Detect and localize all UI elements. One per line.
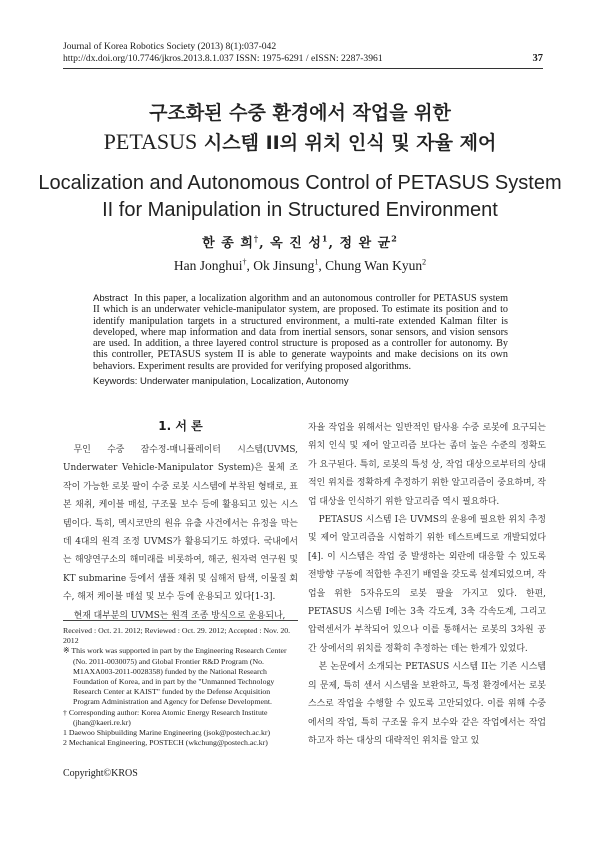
journal-header bbox=[63, 41, 543, 65]
keywords bbox=[93, 376, 349, 387]
english-title-line-2: II for Manipulation in Structured Environment bbox=[102, 199, 498, 221]
author-en-1-mark: † bbox=[242, 257, 247, 267]
right-paragraph: 자율 작업을 위해서는 일반적인 탐사용 수중 로봇에 요구되는 위치 인식 및 제어 알고리즘 보다는 좀더 높은 수준의 정확도가 요구된다. 특히, 로봇의 특성 상, 작업 대상으로부터의 상대적인 위치를 정확하게 추정하기 위한 알고리즘이 중요하며, 작업 대상을 인식하기 위한 알고리즘 역시 필요하다. bbox=[308, 423, 546, 507]
abstract-text: In this paper, a localization algorithm and an autonomous controller for PETASUS system II which is an underwater vehicle-manipulator system, are proposed. To estimate its position and to identify manipulation targets in a structured environment, a multi-rate extended Kalman filter is developed, where map information and data from inertial sensors, sonar sensors, and vision sensors are used. In addition, a three layered control structure is proposed as a controller for autonomy. By this controller, PETASUS system II is able to generate waypoints and make decisions on its own behaviors. Experiment results are provided for verifying proposed algorithms. bbox=[93, 293, 508, 372]
doi-issn-line: http://dx.doi.org/10.7746/jkros.2013.8.1.037 ISSN: 1975-6291 / eISSN: 2287-3961 bbox=[63, 53, 383, 64]
author-en-2-mark: 1 bbox=[314, 257, 319, 267]
keywords-label: Keywords: bbox=[93, 376, 138, 387]
author-kr-3: , 정 완 균 bbox=[328, 236, 392, 251]
right-paragraph: PETASUS 시스템 I은 UVMS의 운용에 필요한 위치 추정 및 제어 알고리즘을 시험하기 위한 테스트베드로 개발되었다[4]. 이 시스템은 작업 중 발생하는 외란에 대응할 수 있도록 전방향 구동에 적합한 추진기 배열을 갖도록 설계되었으며, 작업을 위한 5자유도의 로봇 팔을 가지고 있다. 한편, PETASUS 시스템 I에는 3축 각도계, 3축 각속도계, 그리고 압력센서가 부착되어 있으나 이를 통해서는 로봇의 3차원 공간 상에서의 위치를 정확히 추정하는 데는 한계가 있었다. bbox=[308, 515, 546, 654]
footnote-received: Received : Oct. 21. 2012; Reviewed : Oct. 29. 2012; Accepted : Nov. 20. 2012 bbox=[63, 626, 291, 646]
korean-title-rest: 시스템 II의 위치 인식 및 자율 제어 bbox=[197, 132, 497, 154]
footnote-rule bbox=[63, 620, 298, 621]
right-paragraph: 본 논문에서 소개되는 PETASUS 시스템 II는 기존 시스템의 문제, 특히 센서 시스템을 보완하고, 특정 환경에서는 로봇 스스로 작업을 수행할 수 있도록 고안되었다. 이를 위해 수중에서의 작업, 특히 구조물 유지 보수와 같은 작업에서는 작업하고자 하는 대상의 대략적인 위치를 알고 있 bbox=[308, 662, 546, 746]
keywords-text: Underwater manipulation, Localization, Autonomy bbox=[140, 376, 349, 387]
footnote-affiliation-1: 1 Daewoo Shipbuilding Marine Engineering (jsok@postech.ac.kr) bbox=[63, 728, 271, 738]
abstract-label: Abstract bbox=[93, 293, 128, 304]
author-en-1: Han Jonghui bbox=[173, 258, 243, 273]
english-title-line-1: Localization and Autonomous Control of PETASUS System bbox=[38, 172, 562, 194]
author-kr-1-mark: † bbox=[253, 233, 260, 244]
footnotes bbox=[63, 626, 298, 748]
author-kr-1: 한 종 희 bbox=[202, 236, 254, 251]
author-en-3-mark: 2 bbox=[422, 257, 427, 267]
copyright: Copyright©KROS bbox=[63, 768, 138, 779]
footnote-funding: ※ This work was supported in part by the Engineering Research Center (No. 2011-0030075) and Global Frontier R&D Program (No. M1AXA003-2011-0028358) funded by the National Research Foundation of Korea, and in part by the "Unmanned Technology Research Center at KAIST" funded by the Defense Acquisition Program Administration and Agency for Defense Development. bbox=[63, 646, 287, 707]
author-kr-2-mark: 1 bbox=[321, 233, 329, 244]
section-title: 1. 서 론 bbox=[158, 419, 203, 433]
english-authors bbox=[0, 258, 600, 274]
author-kr-3-mark: 2 bbox=[391, 233, 398, 244]
author-en-3: , Chung Wan Kyun bbox=[318, 258, 423, 273]
right-column bbox=[308, 419, 546, 750]
header-rule bbox=[63, 68, 543, 69]
journal-citation: Journal of Korea Robotics Society (2013) 8(1):037-042 bbox=[63, 41, 277, 52]
footnote-corresponding: † Corresponding author: Korea Atomic Energy Research Institute (jhan@kaeri.re.kr) bbox=[63, 707, 268, 727]
left-column bbox=[63, 441, 298, 625]
author-kr-2: , 옥 진 성 bbox=[259, 236, 322, 251]
korean-authors bbox=[0, 232, 600, 251]
author-en-2: , Ok Jinsung bbox=[246, 258, 315, 273]
left-paragraph: 무인 수중 잠수정-매니퓰레이터 시스템(UVMS, Underwater Vehicle-Manipulator System)은 물체 조작이 가능한 로봇 팔이 수중 로봇 시스템에 부착된 형태로, 표본 채취, 케이블 매설, 구조물 보수 등에 활용되고 있는 시스템이다. 특히, 멕시코만의 원유 유출 사건에서는 유정을 막는데 4대의 원격 조정 UVMS가 활용되기도 하였다. 국내에서는 해양연구소의 해미래를 비롯하여, 해군, 원자력 연구원 및 KT submarine 등에서 샘플 채취 및 심해저 탐색, 이물질 회수, 해저 케이블 매설 및 보수 등에 운용되고 있다[1-3]. bbox=[63, 445, 298, 603]
footnote-affiliation-2: 2 Mechanical Engineering, POSTECH (wkchung@postech.ac.kr) bbox=[63, 738, 268, 748]
korean-title-system-name: PETASUS bbox=[103, 129, 198, 154]
left-paragraph: 현재 대부분의 UVMS는 원격 조종 방식으로 운용되나, bbox=[73, 610, 286, 621]
page-number: 37 bbox=[532, 53, 543, 64]
korean-title-line-1: 구조화된 수중 환경에서 작업을 위한 bbox=[149, 102, 451, 124]
abstract bbox=[93, 293, 508, 372]
korean-title-line-2 bbox=[0, 128, 600, 155]
